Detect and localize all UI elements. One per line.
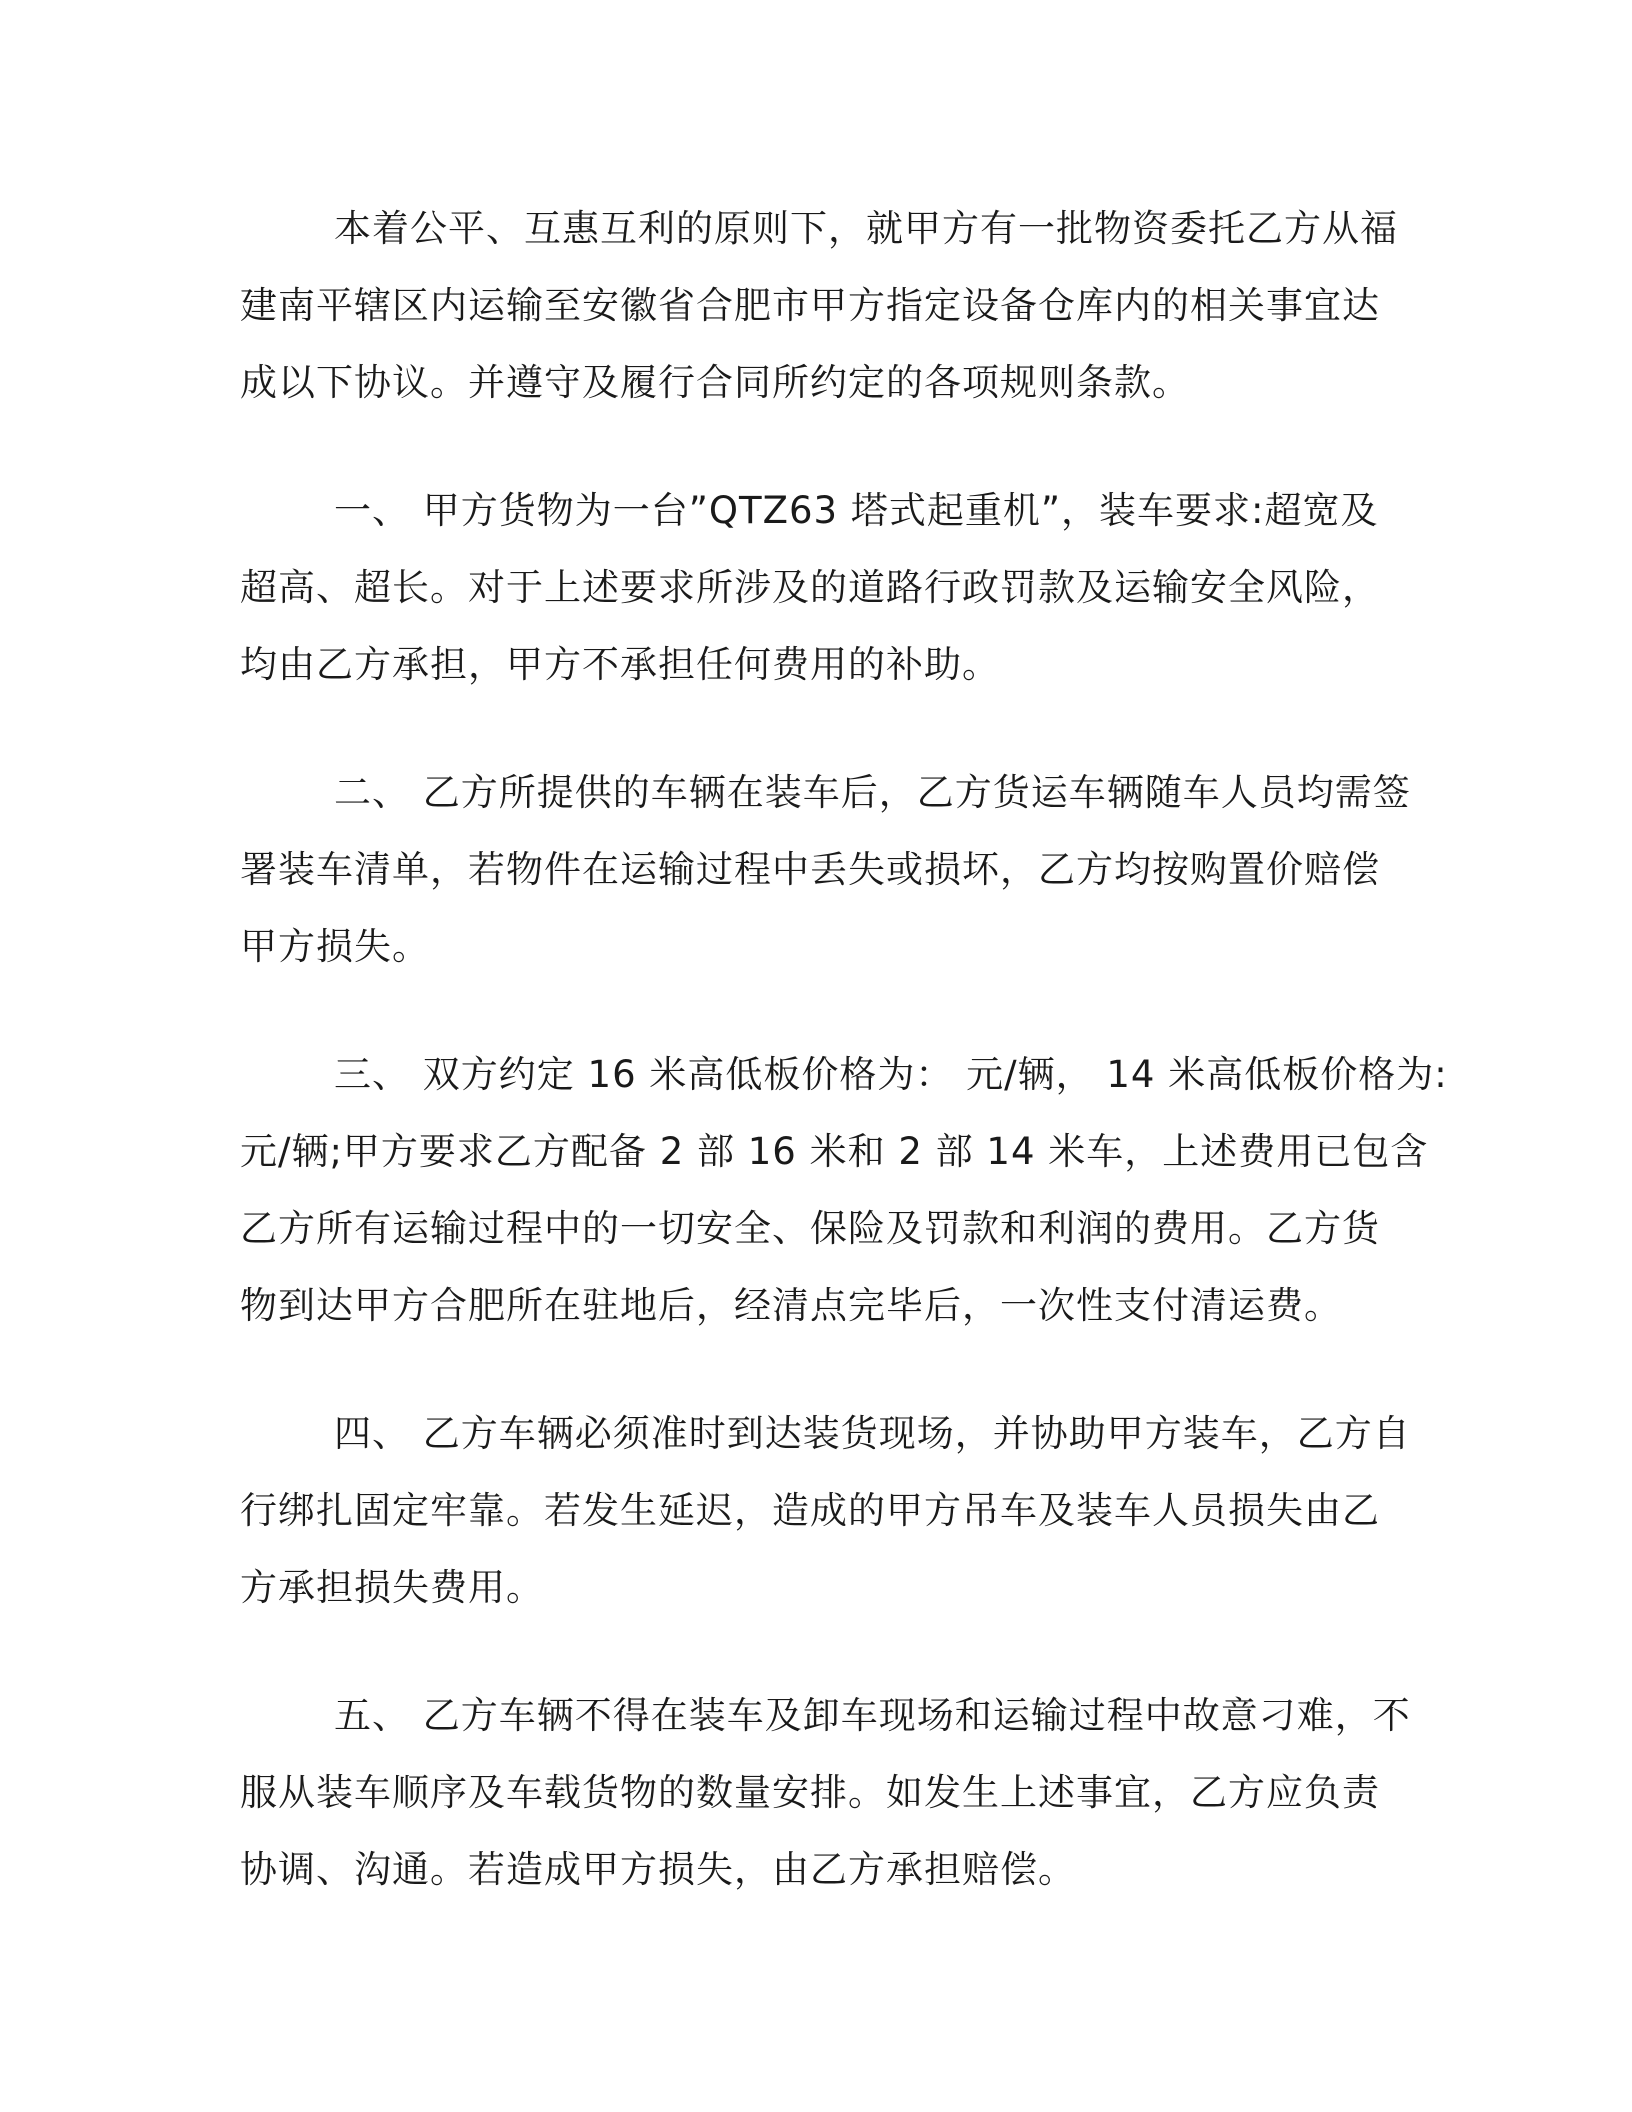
paragraph-clause-3 [240, 1036, 1448, 1344]
paragraph-clause-4 [240, 1395, 1410, 1626]
paragraph-line: 二、 乙方所提供的车辆在装车后，乙方货运车辆随车人员均需签 [334, 771, 1411, 814]
paragraph-line: 均由乙方承担，甲方不承担任何费用的补助。 [240, 643, 1000, 686]
paragraph-line: 署装车清单，若物件在运输过程中丢失或损坏，乙方均按购置价赔偿 [240, 848, 1380, 891]
paragraph-line: 建南平辖区内运输至安徽省合肥市甲方指定设备仓库内的相关事宜达 [240, 284, 1380, 327]
paragraph-line: 四、 乙方车辆必须准时到达装货现场，并协助甲方装车，乙方自 [334, 1412, 1411, 1455]
paragraph-line: 方承担损失费用。 [240, 1566, 544, 1609]
paragraph-line: 乙方所有运输过程中的一切安全、保险及罚款和利润的费用。乙方货 [240, 1207, 1380, 1250]
paragraph-clause-5 [240, 1677, 1410, 1908]
paragraph-line: 甲方损失。 [240, 925, 430, 968]
document-body [240, 190, 1448, 1959]
paragraph-line: 三、 双方约定 16 米高低板价格为： 元/辆， 14 米高低板价格为: [334, 1053, 1448, 1096]
paragraph-intro [240, 190, 1410, 421]
paragraph-line: 本着公平、互惠互利的原则下，就甲方有一批物资委托乙方从福 [334, 207, 1398, 250]
paragraph-line: 行绑扎固定牢靠。若发生延迟，造成的甲方吊车及装车人员损失由乙 [240, 1489, 1380, 1532]
paragraph-line: 超高、超长。对于上述要求所涉及的道路行政罚款及运输安全风险， [240, 566, 1380, 609]
paragraph-line: 服从装车顺序及车载货物的数量安排。如发生上述事宜，乙方应负责 [240, 1771, 1380, 1814]
paragraph-line: 五、 乙方车辆不得在装车及卸车现场和运输过程中故意刁难，不 [334, 1694, 1411, 1737]
paragraph-clause-1 [240, 472, 1410, 703]
paragraph-line: 元/辆;甲方要求乙方配备 2 部 16 米和 2 部 14 米车，上述费用已包含 [240, 1130, 1429, 1173]
paragraph-line: 一、 甲方货物为一台”QTZ63 塔式起重机”，装车要求:超宽及 [334, 489, 1379, 532]
paragraph-line: 协调、沟通。若造成甲方损失，由乙方承担赔偿。 [240, 1848, 1076, 1891]
paragraph-clause-2 [240, 754, 1410, 985]
paragraph-line: 物到达甲方合肥所在驻地后，经清点完毕后，一次性支付清运费。 [240, 1284, 1342, 1327]
paragraph-line: 成以下协议。并遵守及履行合同所约定的各项规则条款。 [240, 361, 1190, 404]
